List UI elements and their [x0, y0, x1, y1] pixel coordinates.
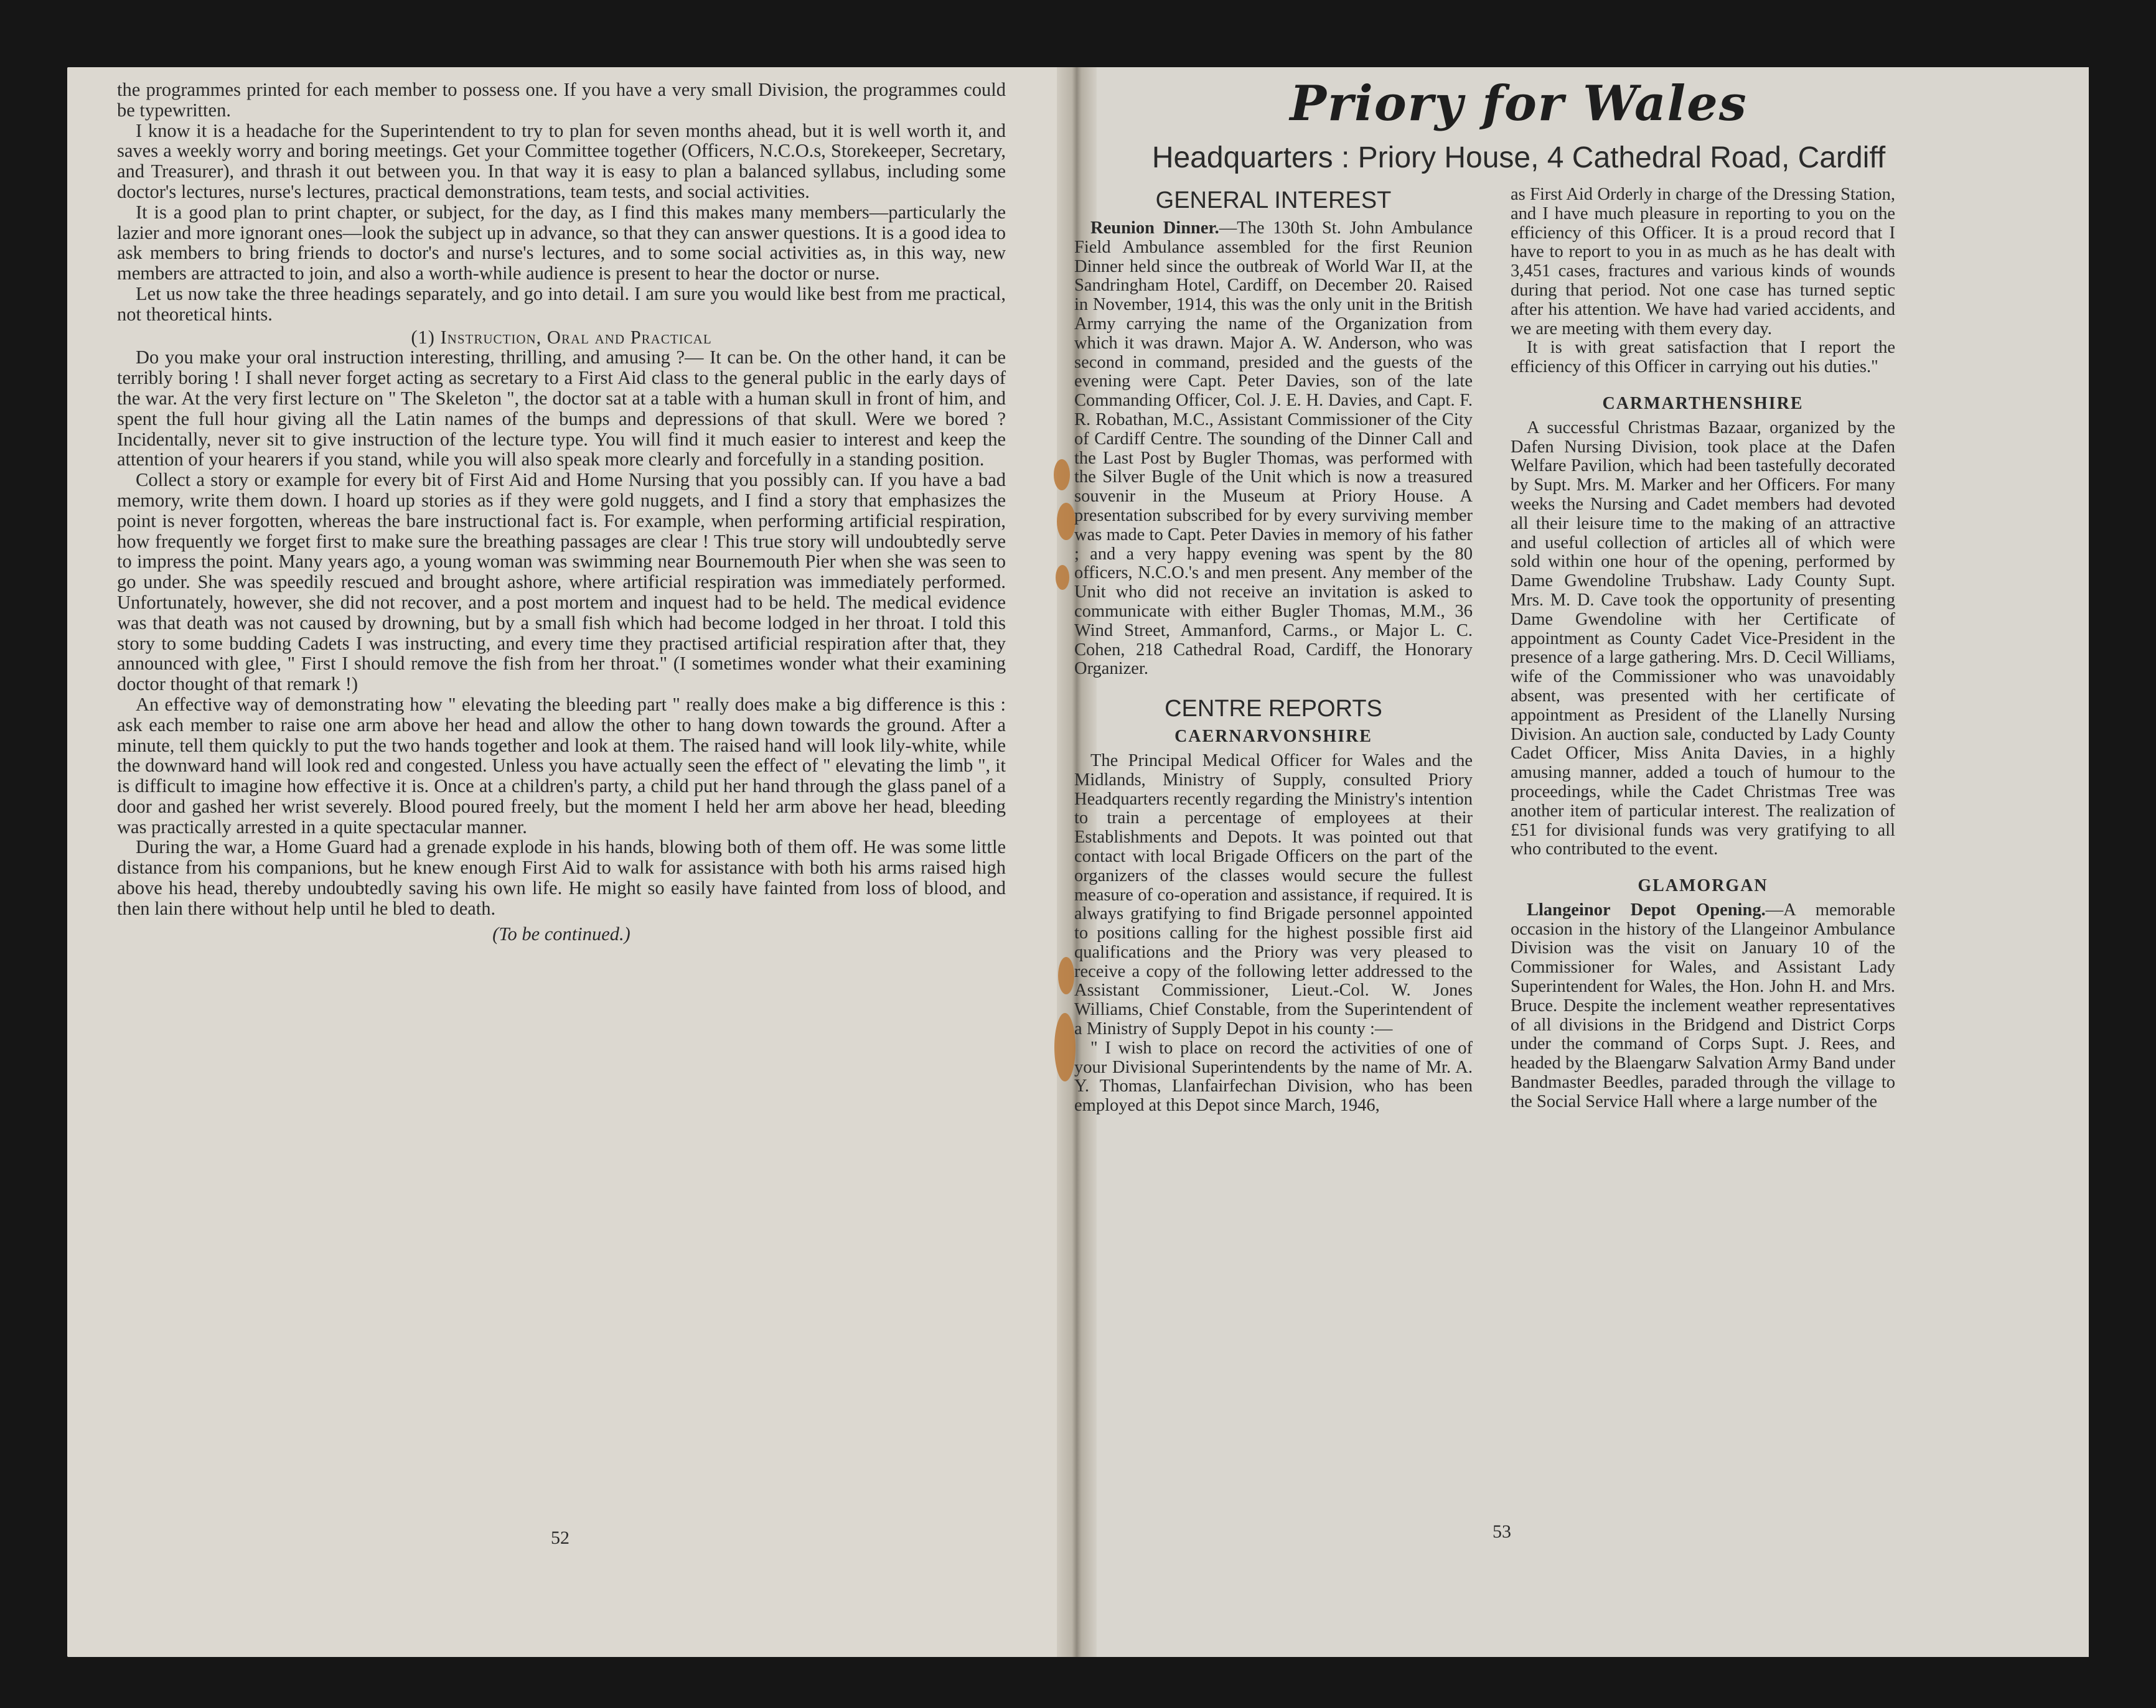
paragraph: —The 130th St. John Ambulance Field Ambulance assembled for the first Reunion Dinner held since the outbreak of World War II, at the Sandringham Hotel, Cardiff, on December 20. Raised in November, 1914, this was the only unit in the British Army carrying the name of the Organization from which it was drawn. Major A. W. Anderson, who was second in command, presided and the guests of the evening were Capt. Peter Davies, son of the late Commanding Officer, Col. J. E. H. Davies, and Capt. F. R. Robathan, M.C., Assistant Commissioner of the City of Cardiff Centre. The sounding of the Dinner Call and the Last Post by Bugler Thomas, was performed with the Silver Bugle of the Unit which is now a treasured souvenir in the Museum at Priory House. A presentation subscribed for by every surviving member was made to Capt. Peter Davies in memory of his father ; and a very happy evening was spent by the 80 officers, N.C.O.'s and men present. Any member of the Unit who did not receive an invitation is asked to communicate with either Bugler Thomas, M.M., 36 Wind Street, Ammanford, Carms., or Major L. C. Cohen, 218 Cathedral Road, Cardiff, the Honorary Organizer. — [1074, 218, 1473, 679]
paragraph: Collect a story or example for every bit of First Aid and Home Nursing that you possibly can. If you have a bad memory, write them down. I hoard up stories as if they were gold nuggets, and I find a story that emphasizes the point is never forgotten, whereas the bare instructional fact is. For example, when performing artificial respiration, how frequently we forget first to make sure the breathing passages are clear ! This true story will undoubtedly serve to impress the point. Many years ago, a young woman was swimming near Bournemouth Pier when she was seen to go under. She was speedily rescued and brought ashore, where artificial respiration was immediately performed. Unfortunately, however, she did not recover, and a post mortem and inquest had to be held. The medical evidence was that death was not caused by drowning, but by a small fish which had become lodged in her throat. I told this story to some budding Cadets I was instructing, and every time they practised artificial respiration after that, they announced with glee, " First I should remove the fish from her throat." (I sometimes wonder what their examining doctor thought of that remark !) — [117, 469, 1006, 695]
right-column-1 — [1074, 187, 1473, 1116]
subsection-heading: CARMARTHENSHIRE — [1602, 393, 1804, 413]
paragraph: —A memorable occasion in the history of the Llangeinor Ambulance Division was the visit on January 10 of the Commissioner for Wales, and Assistant Lady Superintendent for Wales, the Hon. John H. and Mrs. Bruce. Despite the inclement weather representatives of all divisions in the Bridgend and District Corps under the command of Corps Supt. J. Rees, and headed by the Blaengarw Salvation Army Band under Bandmaster Beedles, paraded through the village to the Social Service Hall where a large number of the — [1511, 900, 1895, 1111]
paragraph: A successful Christmas Bazaar, organized by the Dafen Nursing Division, took place at the Dafen Welfare Pavilion, which had been tastefully decorated by Supt. Mrs. M. Marker and her Officers. For many weeks the Nursing and Cadet members had devoted all their leisure time to the making of an attractive and useful collection of articles all of which were sold within one hour of the opening, performed by Dame Gwendoline Trubshaw. Lady County Supt. Mrs. M. D. Cave took the opportunity of presenting Dame Gwendoline with her Certificate of appointment as County Cadet Vice-President in the presence of a large gathering. Mrs. D. Cecil Williams, wife of the Commissioner who was unavoidably absent, was presented with her certificate of appointment as President of the Llanelly Nursing Division. An auction sale, conducted by Lady County Cadet Officer, Miss Anita Davies, in a highly amusing manner, added a touch of humour to the proceedings, while the Cadet Christmas Tree was another item of particular interest. The realization of £51 for divisional funds was very gratifying to all who contributed to the event. — [1511, 418, 1895, 859]
paragraph: as First Aid Orderly in charge of the Dressing Station, and I have much pleasure in reporting to you on the efficiency of this Officer. It is a proud record that I have to report to you in as much as he has dealt with 3,451 cases, fractures and various kinds of wounds during that period. Not one case has turned septic after his attention. We have had varied accidents, and we are meeting with them every day. — [1511, 185, 1895, 338]
paragraph: It is with great satisfaction that I report the efficiency of this Officer in carrying out his duties." — [1511, 338, 1895, 377]
paragraph: the programmes printed for each member to possess one. If you have a very small Division, the programmes could be typewritten. — [117, 79, 1006, 121]
stain-mark — [1056, 565, 1069, 590]
runin-heading: Reunion Dinner. — [1090, 218, 1219, 238]
section-heading: GENERAL INTEREST — [1155, 187, 1392, 213]
page-number: 52 — [551, 1528, 569, 1548]
stain-mark — [1057, 503, 1076, 540]
paragraph: The Principal Medical Officer for Wales and the Midlands, Ministry of Supply, consulted Priory Headquarters recently regarding the Ministry's intention to train a percentage of employees at their Establishments and Depots. It was pointed out that contact with local Brigade Officers on the part of the organizers of the classes would secure the fullest measure of co-operation and assistance, if required. It is always gratifying to find Brigade personnel appointed to positions calling for the highest possible first aid qualifications and the Priory was very pleased to receive a copy of the following letter addressed to the Assistant Commissioner, Lieut.-Col. W. Jones Williams, Chief Constable, from the Superintendent of a Ministry of Supply Depot in his county :— — [1074, 750, 1473, 1039]
page-subtitle: Headquarters : Priory House, 4 Cathedral Road, Cardiff — [1151, 141, 1886, 174]
section-heading: (1) Instruction, Oral and Practical — [411, 326, 712, 348]
stain-mark — [1058, 957, 1074, 994]
paragraph: During the war, a Home Guard had a grenade explode in his hands, blowing both of them off. He was some little distance from his companions, but he knew enough First Aid to walk for assistance with both his arms raised high above his head, thereby undoubtedly saving his own life. He might so easily have fainted from loss of blood, and then lain there without help until he bled to death. — [117, 836, 1006, 919]
left-page-text — [117, 80, 1006, 944]
subsection-heading: CAERNARVONSHIRE — [1174, 727, 1372, 747]
page-number: 53 — [1493, 1521, 1511, 1542]
paragraph: An effective way of demonstrating how " elevating the bleeding part " really does make a big difference is this : ask each member to raise one arm above her head and allow the other to hang down towards the ground. After a minute, tell them quickly to put the two hands together and look at them. The raised hand will look lily-white, while the downward hand will look red and congested. Unless you have actually seen the effect of " elevating the limb ", it is difficult to imagine how effective it is. Once at a children's party, a child put her hand through the glass panel of a door and gashed her wrist severely. Blood poured freely, but the moment I held her arm above her head, bleeding was practically arrested in a quite spectacular manner. — [117, 693, 1006, 838]
continued-note: (To be continued.) — [492, 923, 630, 945]
stain-mark — [1054, 1013, 1076, 1081]
paragraph: Do you make your oral instruction interesting, thrilling, and amusing ?— It can be. On the other hand, it can be terribly boring ! I shall never forget acting as secretary to a First Aid class to the general public in the early days of the war. At the very first lecture on " The Skeleton ", the doctor sat at a table with a human skull in front of him, and spent the full hour giving all the Latin names of the bumps and depressions of that skull. Were we bored ? Incidentally, never sit to give instruction of the lecture type. You will find it much easier to interest and keep the attention of your hearers if you stand, while you will also speak more clearly and forcefully in a standing position. — [117, 347, 1006, 470]
subsection-heading: GLAMORGAN — [1638, 876, 1768, 896]
runin-heading: Llangeinor Depot Opening. — [1527, 900, 1766, 920]
page-title: Priory for Wales — [1290, 75, 1748, 132]
section-heading: CENTRE REPORTS — [1165, 696, 1382, 722]
paragraph: It is a good plan to print chapter, or subject, for the day, as I find this makes many members—particularly the lazier and more ignorant ones—look the subject up in advance, so that they can answer questions. It is a good idea to ask members to bring friends to doctor's and nurse's lectures, and to some social activities as, in this way, new members are attracted to join, and also a worth-while audience is present to hear the doctor or nurse. — [117, 201, 1006, 284]
right-column-2 — [1511, 185, 1895, 1112]
paragraph: Let us now take the three headings separately, and go into detail. I am sure you would like best from me practical, not theoretical hints. — [117, 282, 1006, 325]
paragraph: " I wish to place on record the activities of one of your Divisional Superintendents by the name of Mr. A. Y. Thomas, Llanfairfechan Division, who has been employed at this Depot since March, 1946, — [1074, 1038, 1473, 1116]
paragraph: I know it is a headache for the Superintendent to try to plan for seven months ahead, but it is well worth it, and saves a weekly worry and boring meetings. Get your Committee together (Officers, N.C.O.s, Storekeeper, Secretary, and Treasurer), and thrash it out between you. In that way it is easy to plan a balanced syllabus, including some doctor's lectures, nurse's lectures, practical demonstrations, team tests, and social activities. — [117, 119, 1006, 202]
stain-mark — [1054, 459, 1070, 490]
